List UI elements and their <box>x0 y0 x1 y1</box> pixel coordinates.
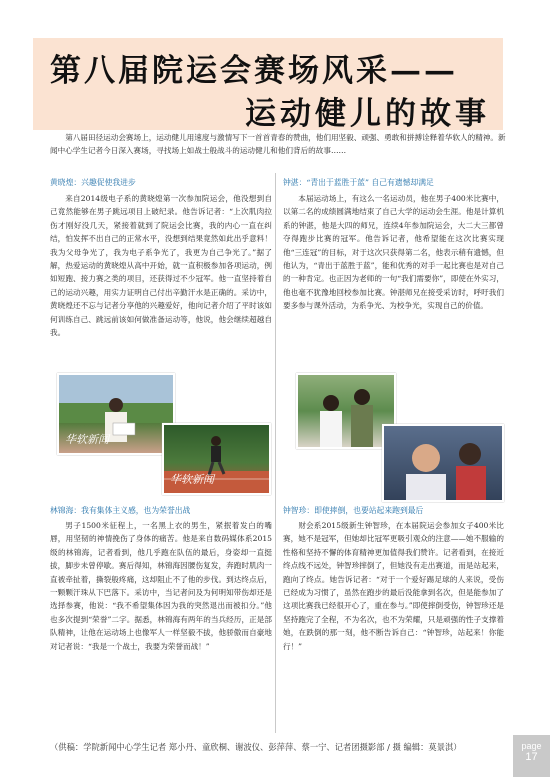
section-paragraph: 财会系2015级新生钟智珍，在本届院运会参加女子400米比赛，她不是冠军，但她却比冠军更吸引观众的注意——她不服输的性格和坚持不懈的体育精神更加值得我们赞许。记者看到，在接近终点线不远处，钟智珍摔倒了，但她没有走出赛道，而是站起来，跑向了终点。她告诉记者：“对于一个爱好踢足球的人来说，受伤已经成为习惯了，虽然在跑步的最后没能拿到名次，但是能参加了这项比赛我已经很开心了，重在参与。”即使摔倒受伤，钟智珍还是坚持跑完了全程，不为名次，也不为荣耀，只是顽强的性子支撑着她，在跌倒的那一刻，他不断告诉自己：“钟智珍，站起来！你能行！” <box>283 521 504 651</box>
page-label: page <box>521 741 542 751</box>
photo-huang <box>57 373 175 455</box>
credit-line: （供稿：学院新闻中心学生记者 郑小丹、童欣桐、谢波仪、彭萍萍、蔡一宁、记者团摄影部 / 摄 编辑：莫景淇） <box>50 742 462 752</box>
section-paragraph: 本届运动场上，有这么一名运动员，他在男子400米比赛中，以第二名的成绩圆满地结束了自己大学的运动会生涯。他是计算机系的钟湛，他是大四的师兄，连续4年参加院运会，大二大三都曾夺得跑步比赛的冠军。他告诉记者，他希望能在这次比赛实现他“三连冠”的目标，对于这次只获得第二名，他表示稍有遗憾，但他认为，“青出于蓝胜于蓝”，能和优秀的对手一起比赛也是对自己的一种肯定。也正因为老师的一句“我们需要你”，即使在外实习，他也毫不犹豫地回校参加比赛。钟湛师兄在接受采访时，呼吁我们要多参与课外活动，为系争光、为校争光，实现自己的价值。 <box>283 194 504 311</box>
section-paragraph: 来自2014级电子系的黄晓煌第一次参加院运会，他没想到自己竟然能够在男子跳远项目上破纪录。他告诉记者：“上次肌肉拉伤才刚好没几天，紧接着就到了院运会比赛，我的内心一直在纠结，怕发挥不出自己的正常水平，没想到结果竟然如此出乎意料！我为父母争光了，我为电子系争光了，我更为自己争光了。”据了解，热爱运动的黄晓煌从高中开始，就一直积极参加各项运动，例如短跑、接力赛之类的项目，还获得过不少冠军。他一直坚持着自己的运动兴趣，用实力证明自己付出辛勤汗水是正确的。采访中，黄晓煌还不忘与记者分享他的兴趣爱好，他向记者介绍了平时该如何训练自己、跳远前该如何做准备运动等，他说，他会继续超越自我。 <box>50 194 272 338</box>
section-heading-zhong-zhan: 钟湛：“青出于蓝胜于蓝” 自己有遗憾却满足 <box>283 178 434 187</box>
section-paragraph: 男子1500米征程上，一名黑上衣的男生，紧抿着发白的嘴唇，用坚韧的神情挽伤了身体的痛苦。他是来自数码媒体系2015级的林锦海，记者看到，他几乎跑在队伍的最后，身姿却一直挺拔，脚步未曾停歇。赛后得知，林锦海因腰伤复发，奔跑时肌肉一直被牵扯着，撕裂般疼痛，这却阻止不了他的步伐。到达终点后，一颗颗汗珠从下巴落下。采访中，当记者问及为何明知带伤却还是选择参赛，他说：“我不希望集体因为我的突然退出而被扣分。”他也多次提到“荣誉”二字。据悉，林锦海有两年的当兵经历，正是部队精神，让他在运动场上也像军人一样坚毅不拔，他骄傲而自豪地对记者说：“我是一个战士，我要为荣誉而战！” <box>50 521 272 651</box>
section-body-lin <box>50 519 272 653</box>
page-title-line1: 第八届院运会赛场风采—— <box>50 53 458 89</box>
intro-paragraph: 第八届田径运动会赛场上，运动健儿用速度与激情写下一首首青春的赞曲，他们用坚毅、顽强、勇敢和拼搏诠释着华软人的精神。新闻中心学生记者今日深入赛场，寻找场上如战士般战斗的运动健儿和他们背后的故事…… <box>50 133 506 155</box>
photo-lin-running <box>162 423 271 495</box>
column-divider <box>275 173 276 733</box>
section-heading-zhong-zhizhen: 钟智珍：即使摔倒，也要站起来跑到最后 <box>283 506 424 515</box>
section-heading-lin: 林锦海：我有集体主义感，也为荣誉出战 <box>50 506 191 515</box>
section-body-huang <box>50 192 272 339</box>
page-number-badge <box>513 735 550 777</box>
watermark: 华软新闻 <box>170 473 214 486</box>
portrait-illustration <box>384 426 502 500</box>
photo-zhong-zhizhen <box>382 424 504 502</box>
photo-zhong-zhan <box>296 373 396 449</box>
section-body-zhong-zhizhen <box>283 519 504 653</box>
section-heading-huang: 黄晓煌：兴趣促使我进步 <box>50 178 136 187</box>
watermark: 华软新闻 <box>65 433 109 446</box>
page-title-line2: 运动健儿的故事 <box>245 96 490 132</box>
portrait-illustration <box>298 375 394 447</box>
section-body-zhong-zhan <box>283 192 504 313</box>
page-number: 17 <box>525 751 538 763</box>
